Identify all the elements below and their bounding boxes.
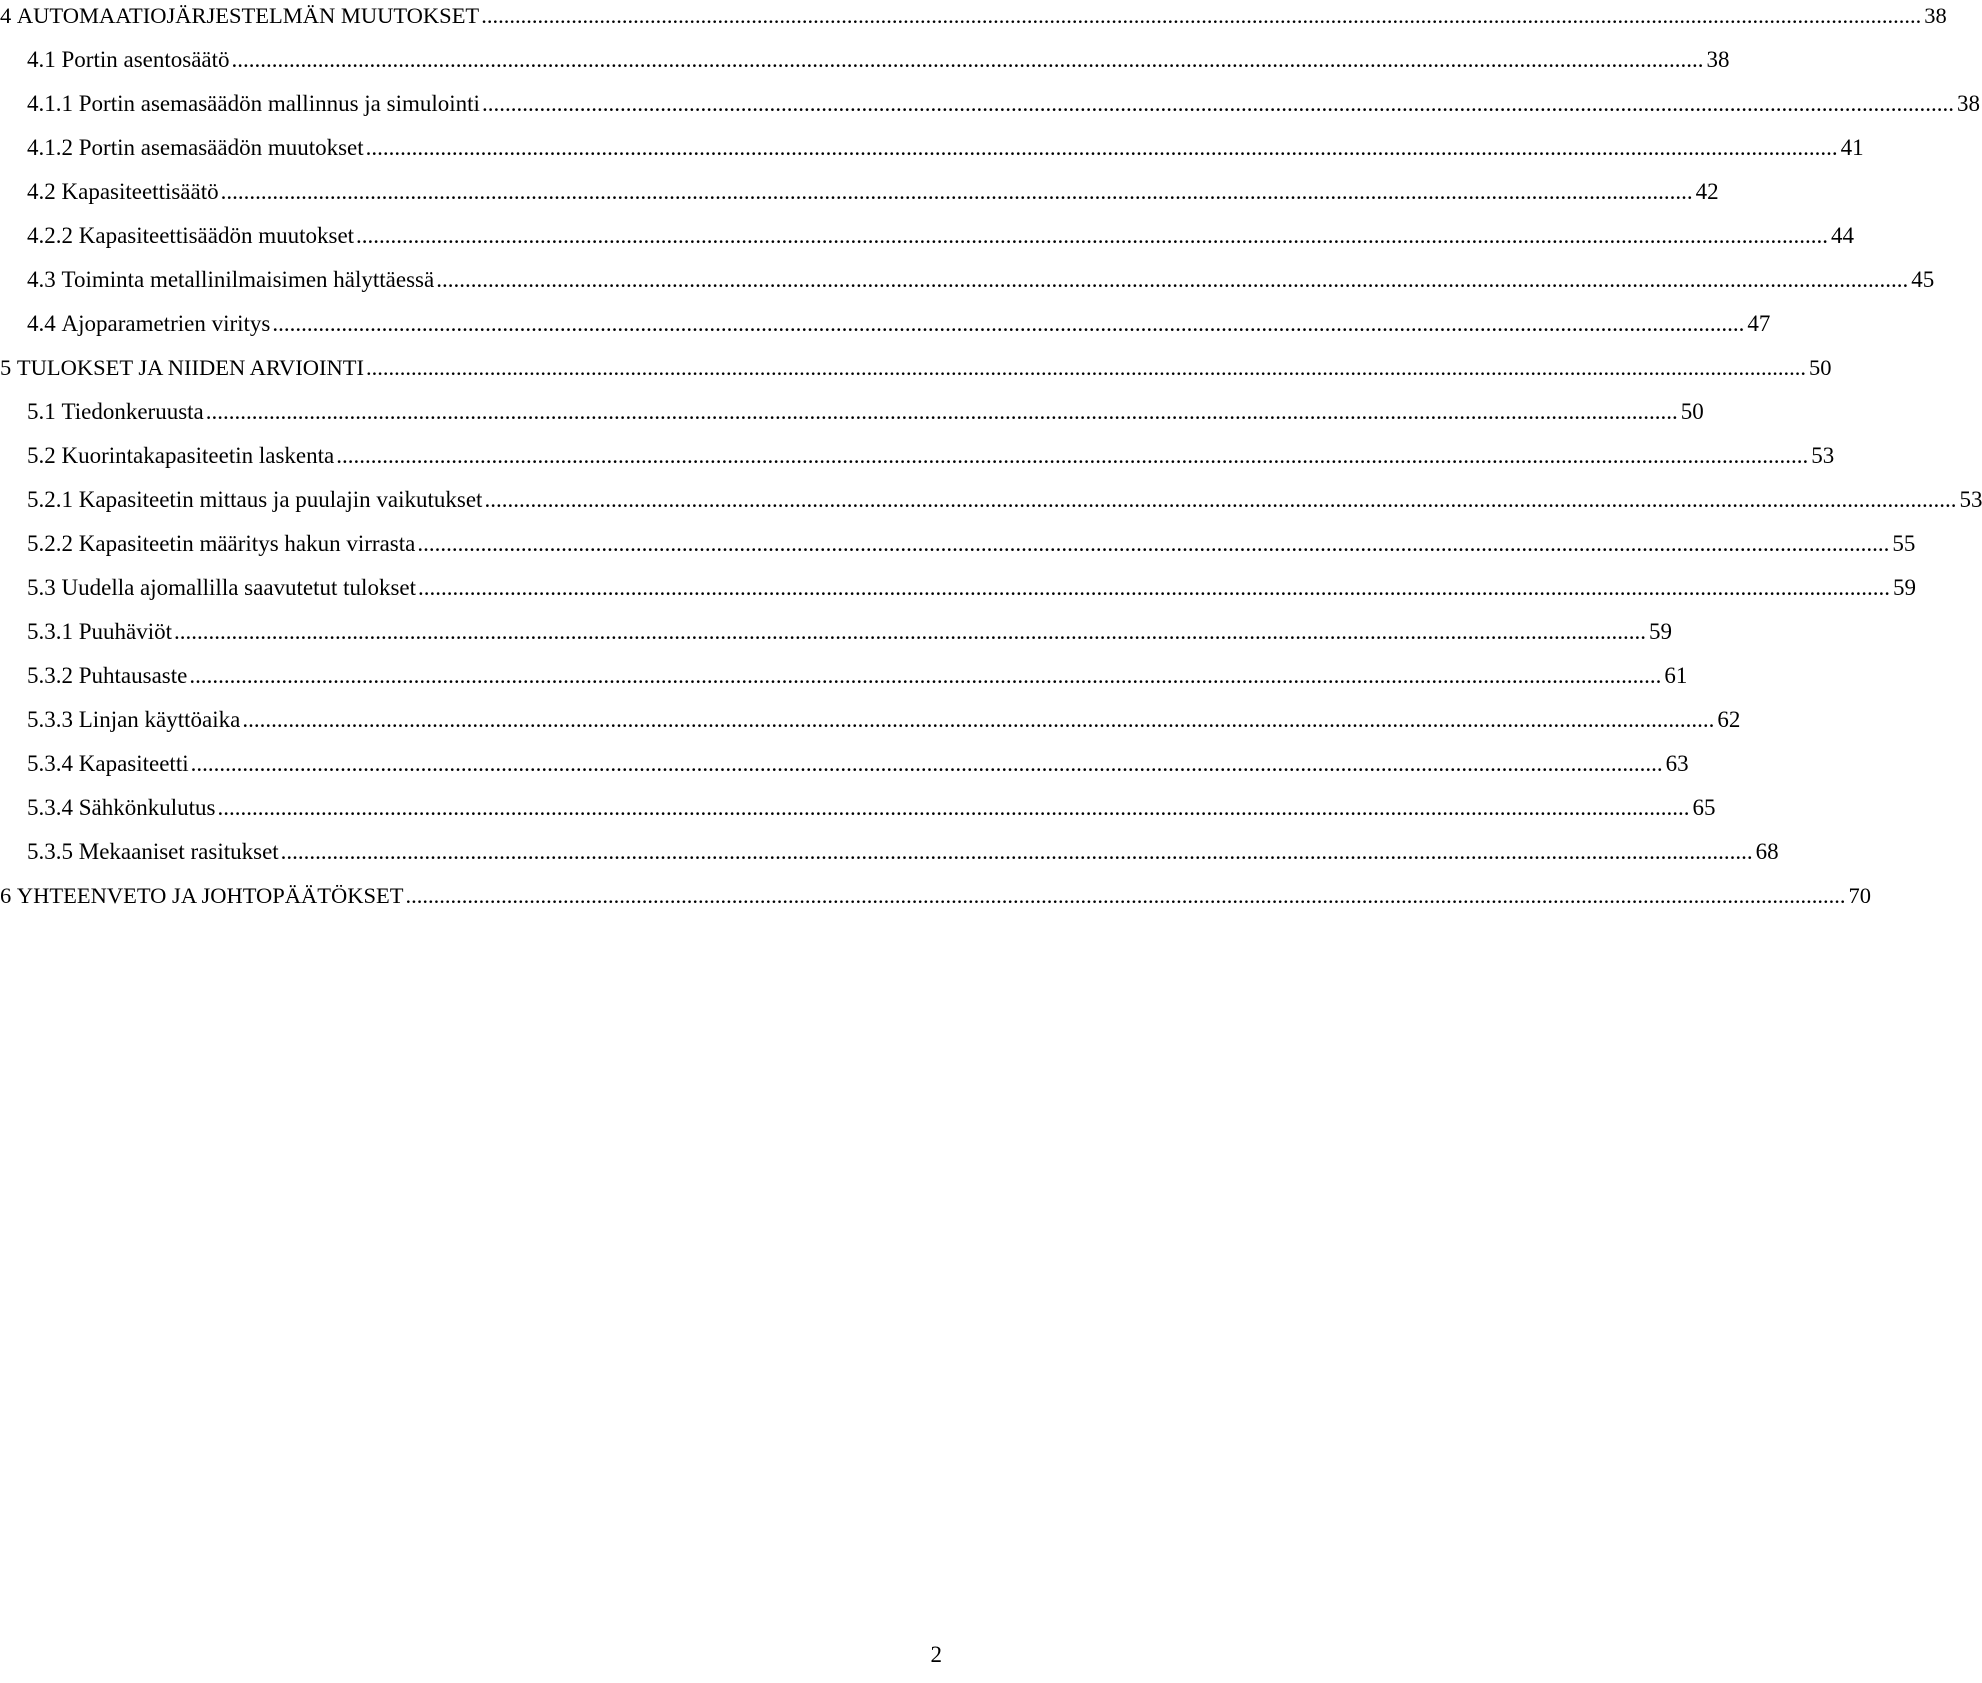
toc-entry-title: Kuorintakapasiteetin laskenta bbox=[61, 443, 335, 468]
toc-entry-number: 4.1 bbox=[27, 47, 56, 72]
toc-entry-title: Kapasiteetin määritys hakun virrasta bbox=[78, 531, 416, 556]
toc-entry-page: 68 bbox=[1755, 839, 1779, 864]
toc-entry-page: 38 bbox=[1924, 3, 1947, 28]
toc-entry-number: 4.2 bbox=[27, 179, 56, 204]
toc-entry-page: 55 bbox=[1892, 531, 1916, 556]
toc-entry[interactable] bbox=[0, 176, 1719, 216]
toc-entry-number: 5.2 bbox=[27, 443, 56, 468]
toc-leader-dots bbox=[418, 572, 1890, 604]
toc-entry-page: 53 bbox=[1959, 487, 1982, 512]
toc-entry-title: Kapasiteettisäädön muutokset bbox=[78, 223, 355, 248]
toc-entry[interactable] bbox=[0, 792, 1716, 832]
toc-entry[interactable] bbox=[0, 660, 1688, 700]
toc-entry-page: 59 bbox=[1649, 619, 1673, 644]
toc-leader-dots bbox=[242, 704, 1714, 736]
toc-entry-page: 42 bbox=[1695, 179, 1719, 204]
toc-entry-page: 63 bbox=[1665, 751, 1689, 776]
toc-entry[interactable] bbox=[0, 0, 1947, 40]
toc-entry-page: 53 bbox=[1811, 443, 1835, 468]
toc-entry-title: Portin asemasäädön muutokset bbox=[78, 135, 364, 160]
toc-leader-dots bbox=[189, 660, 1661, 692]
toc-entry-title: Tiedonkeruusta bbox=[61, 399, 204, 424]
toc-entry-number: 5.3.1 bbox=[27, 619, 73, 644]
toc-entry-title: Puuhäviöt bbox=[78, 619, 173, 644]
toc-leader-dots bbox=[191, 748, 1663, 780]
toc-leader-dots bbox=[272, 308, 1744, 340]
toc-entry-page: 47 bbox=[1747, 311, 1771, 336]
toc-entry-page: 38 bbox=[1956, 91, 1980, 116]
toc-entry-title: Kapasiteetti bbox=[78, 751, 189, 776]
toc-entry-number: 6 bbox=[0, 883, 12, 908]
toc-entry[interactable] bbox=[0, 528, 1916, 568]
toc-leader-dots bbox=[366, 352, 1806, 384]
toc-entry[interactable] bbox=[0, 44, 1730, 84]
toc-leader-dots bbox=[206, 396, 1678, 428]
toc-entry-title: Kapasiteetin mittaus ja puulajin vaikutukset bbox=[78, 487, 483, 512]
toc-entry-title: Ajoparametrien viritys bbox=[61, 311, 271, 336]
toc-entry-title: Puhtausaste bbox=[78, 663, 188, 688]
toc-entry-number: 5.2.1 bbox=[27, 487, 73, 512]
toc-entry-number: 5.3.2 bbox=[27, 663, 73, 688]
toc-leader-dots bbox=[417, 528, 1889, 560]
toc-leader-dots bbox=[484, 484, 1956, 516]
toc-leader-dots bbox=[482, 88, 1954, 120]
toc-entry-page: 50 bbox=[1680, 399, 1704, 424]
toc-leader-dots bbox=[481, 0, 1921, 32]
toc-entry-number: 5.2.2 bbox=[27, 531, 73, 556]
toc-entry-number: 4.4 bbox=[27, 311, 56, 336]
toc-entry[interactable] bbox=[0, 396, 1704, 436]
toc-entry[interactable] bbox=[0, 220, 1855, 260]
toc-entry-number: 5.3.3 bbox=[27, 707, 73, 732]
toc-entry-number: 5.1 bbox=[27, 399, 56, 424]
toc-entry[interactable] bbox=[0, 880, 1872, 920]
toc-entry-title: Portin asentosäätö bbox=[61, 47, 230, 72]
toc-entry-title: AUTOMAATIOJÄRJESTELMÄN MUUTOKSET bbox=[16, 3, 480, 28]
toc-entry-number: 4.1.1 bbox=[27, 91, 73, 116]
toc-entry-number: 5.3 bbox=[27, 575, 56, 600]
toc-entry-number: 4 bbox=[0, 3, 12, 28]
toc-entry-title: Toiminta metallinilmaisimen hälyttäessä bbox=[61, 267, 435, 292]
toc-entry[interactable] bbox=[0, 704, 1741, 744]
toc-entry-page: 59 bbox=[1893, 575, 1916, 600]
toc-leader-dots bbox=[336, 440, 1808, 472]
toc-entry-page: 41 bbox=[1840, 135, 1864, 160]
toc-entry-page: 61 bbox=[1664, 663, 1688, 688]
toc-leader-dots bbox=[217, 792, 1689, 824]
toc-entry-page: 45 bbox=[1911, 267, 1935, 292]
toc-entry[interactable] bbox=[0, 484, 1982, 524]
toc-leader-dots bbox=[232, 44, 1704, 76]
toc-entry-page: 65 bbox=[1692, 795, 1716, 820]
toc-entry[interactable] bbox=[0, 352, 1832, 392]
toc-entry-title: Mekaaniset rasitukset bbox=[78, 839, 279, 864]
toc-leader-dots bbox=[281, 836, 1753, 868]
toc-entry[interactable] bbox=[0, 308, 1771, 348]
toc-entry-page: 38 bbox=[1706, 47, 1730, 72]
toc-entry-number: 5.3.4 bbox=[27, 751, 73, 776]
toc-entry[interactable] bbox=[0, 132, 1864, 172]
toc-entry-number: 4.3 bbox=[27, 267, 56, 292]
toc-leader-dots bbox=[366, 132, 1838, 164]
toc-entry-title: YHTEENVETO JA JOHTOPÄÄTÖKSET bbox=[16, 883, 404, 908]
toc-entry[interactable] bbox=[0, 572, 1916, 612]
toc-entry[interactable] bbox=[0, 616, 1673, 656]
toc-entry-title: Uudella ajomallilla saavutetut tulokset bbox=[61, 575, 416, 600]
toc-entry-number: 4.1.2 bbox=[27, 135, 73, 160]
toc-entry-number: 5 bbox=[0, 355, 12, 380]
toc-leader-dots bbox=[356, 220, 1828, 252]
toc-entry-page: 50 bbox=[1809, 355, 1832, 380]
toc-entry-number: 5.3.5 bbox=[27, 839, 73, 864]
page-number: 2 bbox=[930, 1642, 942, 1667]
toc-entry-title: Portin asemasäädön mallinnus ja simulointi bbox=[78, 91, 480, 116]
toc-leader-dots bbox=[406, 880, 1846, 912]
toc-entry[interactable] bbox=[0, 88, 1980, 128]
toc-entry-title: Linjan käyttöaika bbox=[78, 707, 241, 732]
toc-entry[interactable] bbox=[0, 264, 1935, 304]
toc-entry-page: 62 bbox=[1717, 707, 1741, 732]
toc-entry[interactable] bbox=[0, 440, 1835, 480]
toc-entry-title: Sähkönkulutus bbox=[78, 795, 216, 820]
toc-entry[interactable] bbox=[0, 836, 1779, 876]
toc-entry-number: 4.2.2 bbox=[27, 223, 73, 248]
toc-leader-dots bbox=[174, 616, 1646, 648]
toc-entry[interactable] bbox=[0, 748, 1689, 788]
toc-entry-title: TULOKSET JA NIIDEN ARVIOINTI bbox=[16, 355, 364, 380]
toc-entry-page: 44 bbox=[1831, 223, 1855, 248]
toc-leader-dots bbox=[436, 264, 1908, 296]
toc-entry-number: 5.3.4 bbox=[27, 795, 73, 820]
toc-entry-page: 70 bbox=[1848, 883, 1872, 908]
toc-entry-title: Kapasiteettisäätö bbox=[61, 179, 219, 204]
toc-leader-dots bbox=[221, 176, 1693, 208]
